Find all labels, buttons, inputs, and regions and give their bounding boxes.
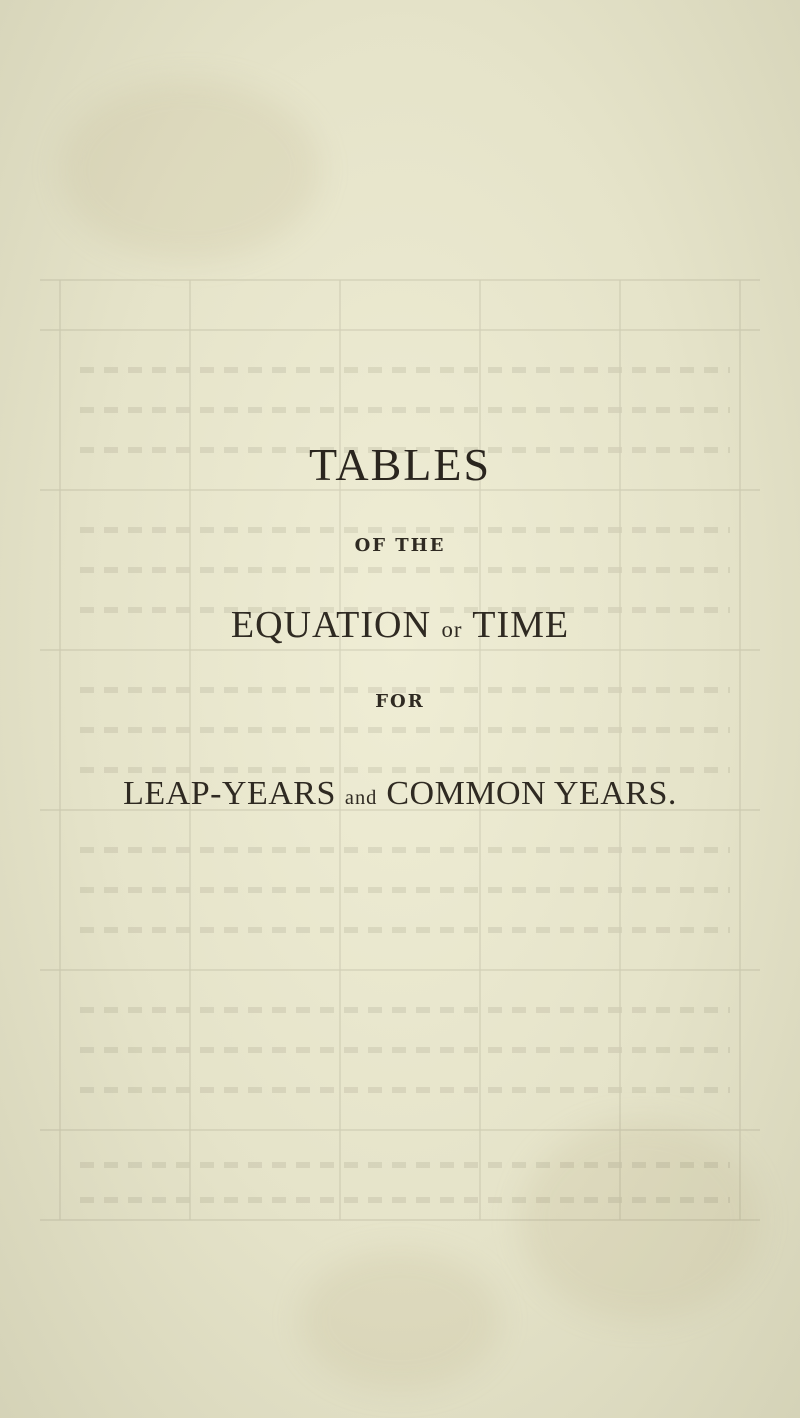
paper-stain [300, 1250, 500, 1390]
heading-equation-of-time [0, 603, 800, 647]
subtitle-of-the: OF THE [354, 535, 446, 556]
equation-word: EQUATION [230, 604, 431, 646]
leap-years-word: LEAP-YEARS [123, 775, 336, 812]
equation-connector: or [441, 617, 463, 642]
leap-connector: and [344, 787, 378, 809]
heading-leap-and-common-years [0, 775, 800, 813]
paper-stain [60, 80, 320, 260]
subtitle-for: FOR [375, 691, 425, 712]
bleed-through-table [40, 260, 760, 1240]
page-title: TABLES [308, 439, 492, 490]
time-word: TIME [472, 604, 570, 646]
common-years-word: COMMON YEARS. [386, 775, 677, 812]
